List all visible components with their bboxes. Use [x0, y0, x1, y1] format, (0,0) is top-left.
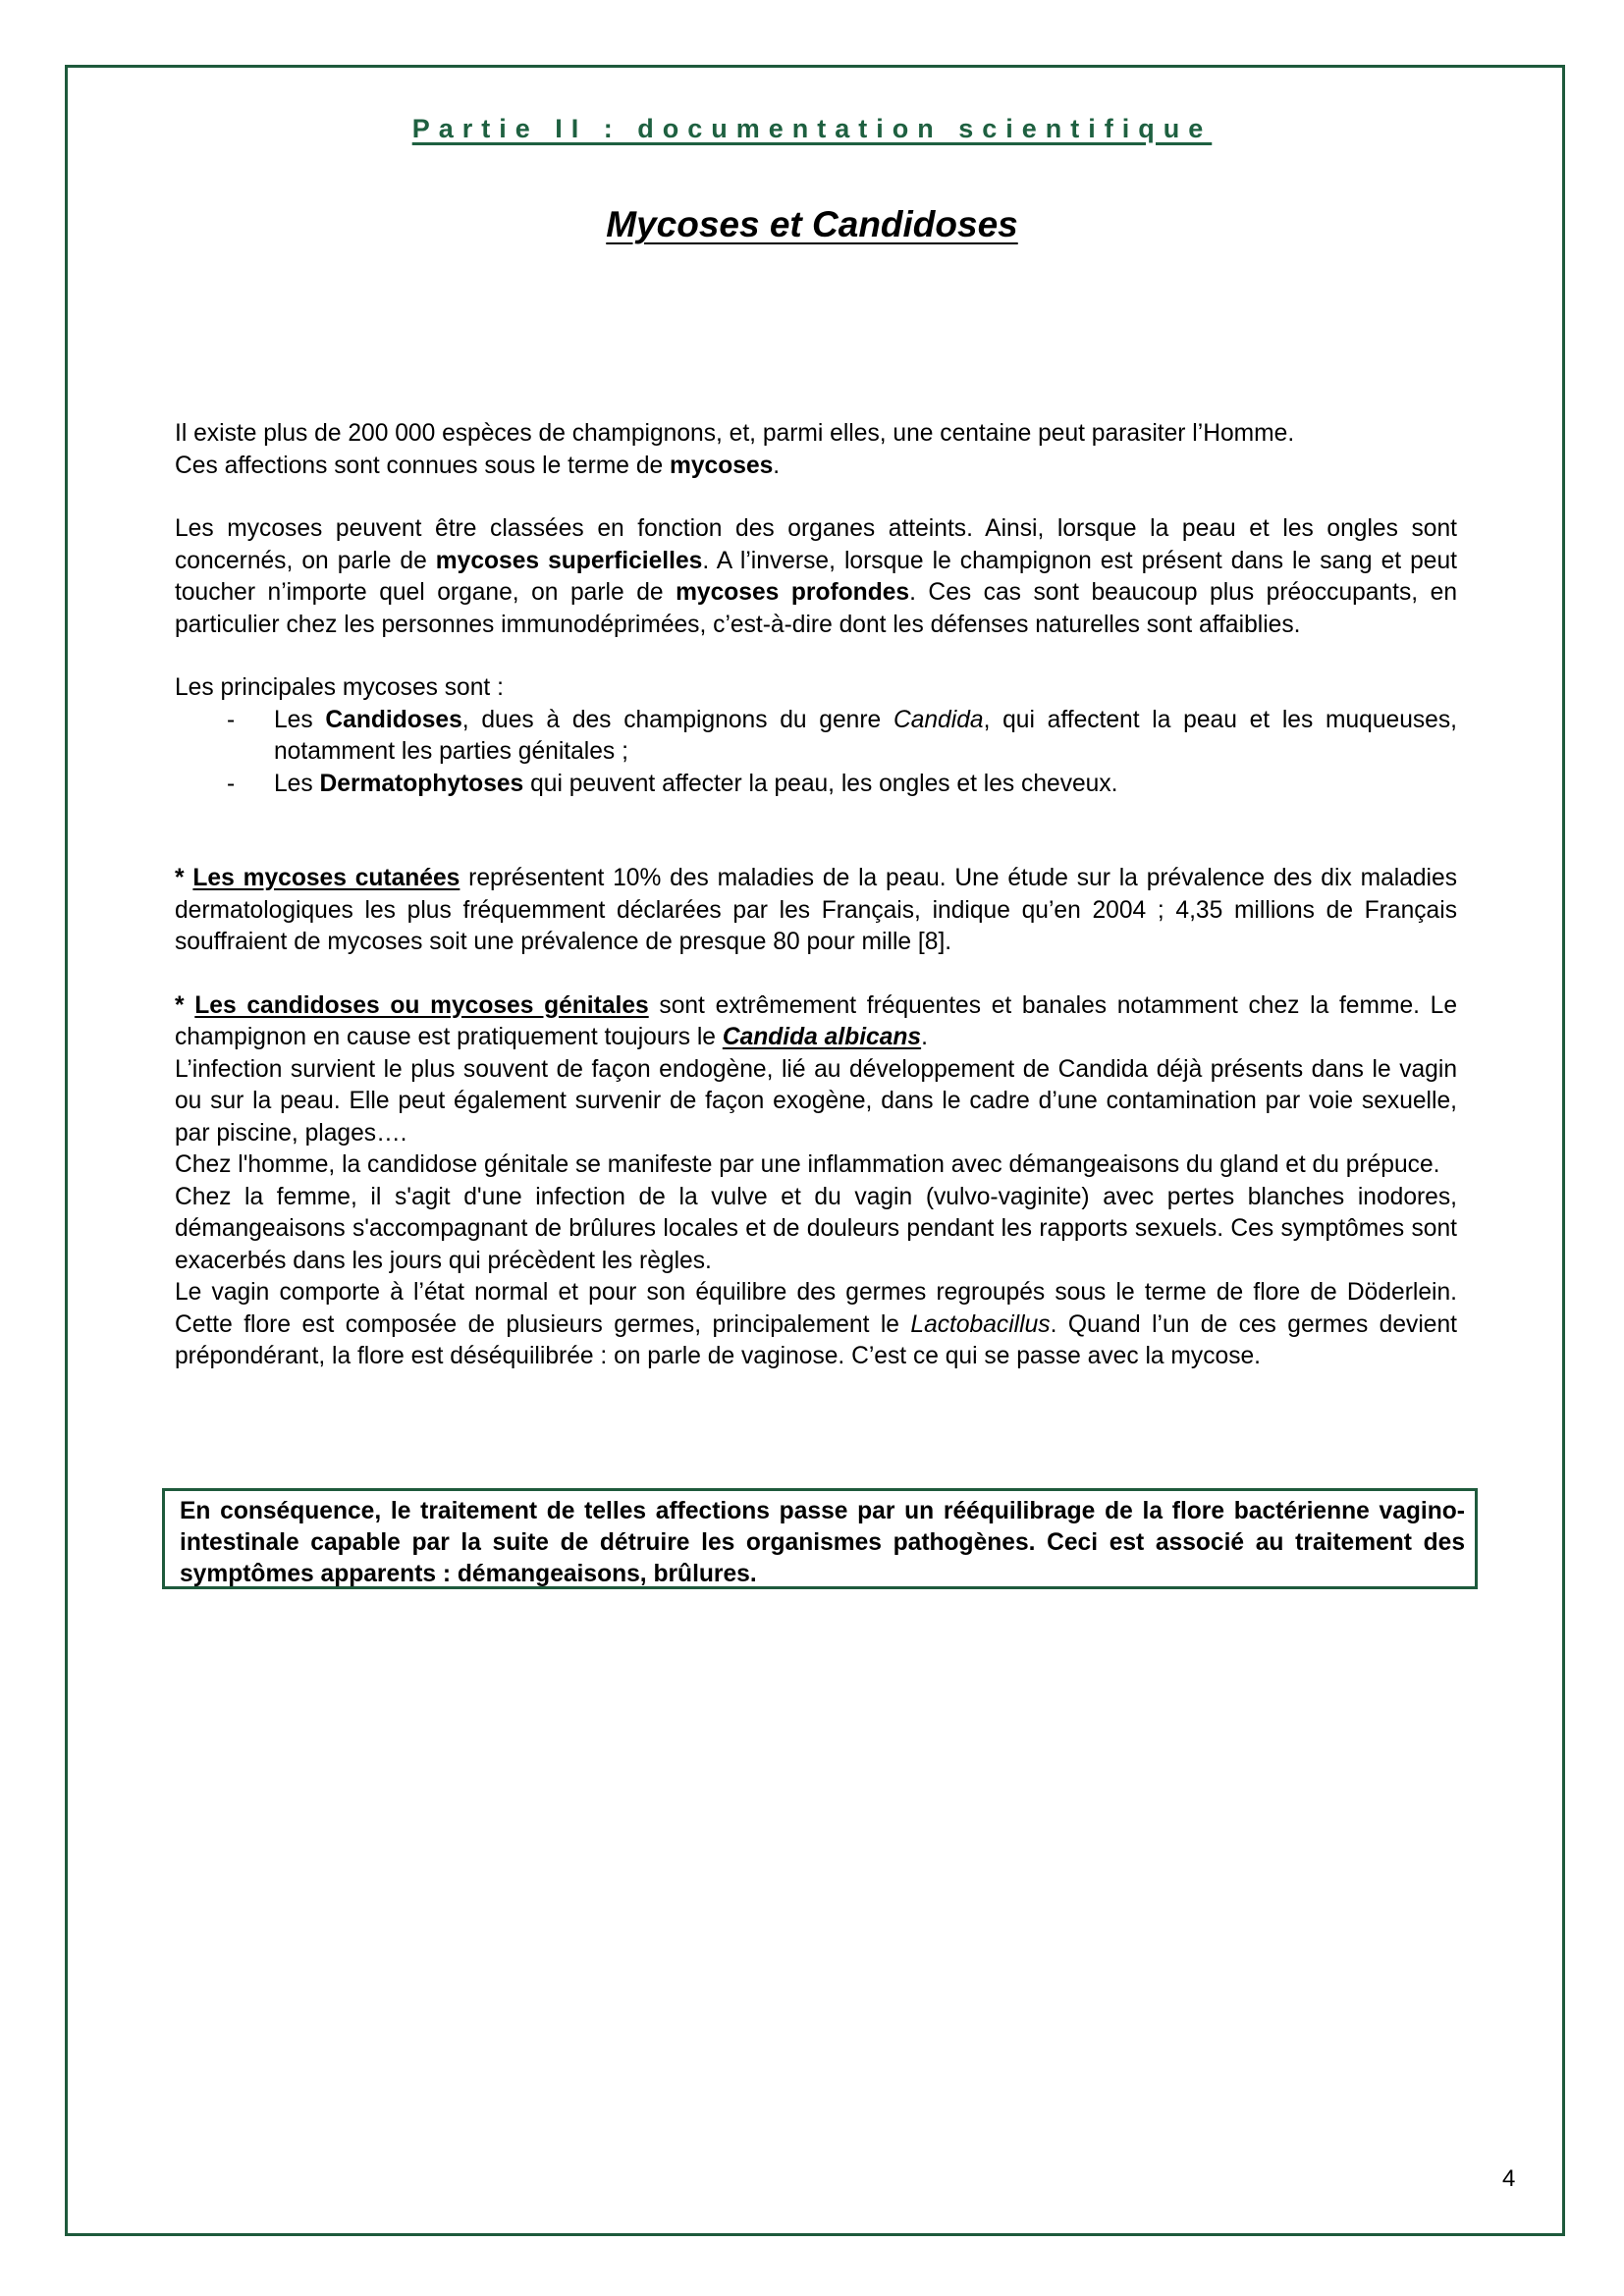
dash-bullet: - — [227, 706, 236, 733]
document-title: Mycoses et Candidoses — [606, 204, 1018, 244]
term-superficial: mycoses superficielles — [435, 547, 703, 574]
item-text: qui peuvent affecter la peau, les ongles et les cheveux. — [523, 770, 1118, 797]
classification-text-e: . Ces cas sont beaucoup plus préoccupants, en particulier chez les personnes immunodéprimées, c’est-à-dire dont les défenses naturelles sont affaiblies. — [175, 579, 1457, 638]
genital-text: sont extrêmement fréquentes et banales notamment chez la femme. Le champignon en cause est pratiquement toujours le — [175, 991, 1458, 1050]
genital-heading: Les candidoses ou mycoses génitales — [194, 991, 649, 1019]
flora-paragraph — [175, 1277, 1457, 1373]
term-dermatophytoses: Dermatophytoses — [319, 770, 524, 797]
genital-paragraph — [175, 990, 1457, 1054]
conclusion-text: En conséquence, le traitement de telles affections passe par un rééquilibrage de la flore bactérienne vagino-intestinale capable par la suite de détruire les organismes pathogènes. Ceci est associé au traitement des symptômes apparents : démangeaisons, brûlures. — [180, 1498, 1465, 1587]
list-item-text — [274, 705, 1457, 769]
classification-text-c: . A l’inverse, lorsque le champignon est présent dans le sang et peut toucher n’importe quel organe, on parle de — [175, 547, 1457, 606]
flora-text-c: . Quand l’un de ces germes devient prépondérant, la flore est déséquilibrée : on parle de vaginose. C’est ce qui se passe avec la mycose. — [175, 1310, 1457, 1369]
item-text: Les — [274, 770, 320, 797]
intro-period: . — [773, 452, 781, 479]
genital-period: . — [921, 1024, 928, 1050]
intro-line-2 — [175, 451, 1457, 483]
men-paragraph: Chez l'homme, la candidose génitale se manifeste par une inflammation avec démangeaisons du gland et du prépuce. — [175, 1151, 1440, 1178]
star-marker: * — [175, 865, 193, 891]
main-mycoses-list — [175, 705, 1457, 801]
term-candidoses: Candidoses — [325, 706, 462, 733]
intro-line-1: Il existe plus de 200 000 espèces de champignons, et, parmi elles, une centaine peut parasiter l’Homme. — [175, 420, 1295, 447]
intro-paragraph — [175, 418, 1457, 482]
main-mycoses-intro: Les principales mycoses sont : — [175, 674, 504, 701]
document-body — [175, 418, 1457, 1373]
classification-paragraph — [175, 513, 1457, 641]
term-mycoses: mycoses — [670, 452, 774, 479]
conclusion-box — [162, 1488, 1478, 1589]
list-item — [175, 769, 1457, 801]
dash-bullet: - — [227, 770, 236, 797]
part-title: Partie II : documentation scientifique — [411, 114, 1213, 143]
item-text: Les — [274, 706, 326, 733]
genus-lactobacillus: Lactobacillus — [910, 1310, 1051, 1338]
item-text: , qui affectent la peau et les muqueuses, notamment les parties génitales ; — [274, 706, 1457, 765]
intro-text: Ces affections sont connues sous le terme de — [175, 452, 671, 479]
classification-text-a: Les mycoses peuvent être classées en fonction des organes atteints. Ainsi, lorsque la peau et les ongles sont concernés, on parle de — [175, 515, 1457, 574]
star-marker: * — [175, 991, 195, 1019]
cutaneous-paragraph — [175, 863, 1457, 959]
item-text: , dues à des champignons du genre — [461, 706, 893, 733]
cutaneous-text: représentent 10% des maladies de la peau. Une étude sur la prévalence des dix maladies dermatologiques les plus fréquemment déclarées par les Français, indique qu’en 2004 ; 4,35 millions de Français souffraient de mycoses soit une prévalence de presque 80 pour mille [8]. — [175, 865, 1458, 955]
species-candida-albicans: Candida albicans — [722, 1024, 922, 1050]
women-paragraph: Chez la femme, il s'agit d'une infection de la vulve et du vagin (vulvo-vaginite) avec pertes blanches inodores, démangeaisons s'accompagnant de brûlures locales et de douleurs pendant les rapports sexuels. Ces symptômes sont exacerbés dans les jours qui précèdent les règles. — [175, 1183, 1457, 1274]
genus-candida: Candida — [893, 706, 984, 733]
infection-paragraph: L’infection survient le plus souvent de façon endogène, lié au développement de Candida déjà présents dans le vagin ou sur la peau. Elle peut également survenir de façon exogène, dans le cadre d’une contamination par voie sexuelle, par piscine, plages…. — [175, 1055, 1457, 1147]
part-heading — [0, 114, 1624, 144]
cutaneous-heading: Les mycoses cutanées — [192, 865, 460, 891]
list-item — [175, 705, 1457, 769]
page-number: 4 — [1502, 2165, 1516, 2192]
term-deep: mycoses profondes — [676, 579, 910, 606]
flora-text-a: Le vagin comporte à l’état normal et pour son équilibre des germes regroupés sous le terme de flore de Döderlein. Cette flore est composée de plusieurs germes, principalement le — [175, 1279, 1457, 1338]
list-item-text — [274, 769, 1457, 801]
